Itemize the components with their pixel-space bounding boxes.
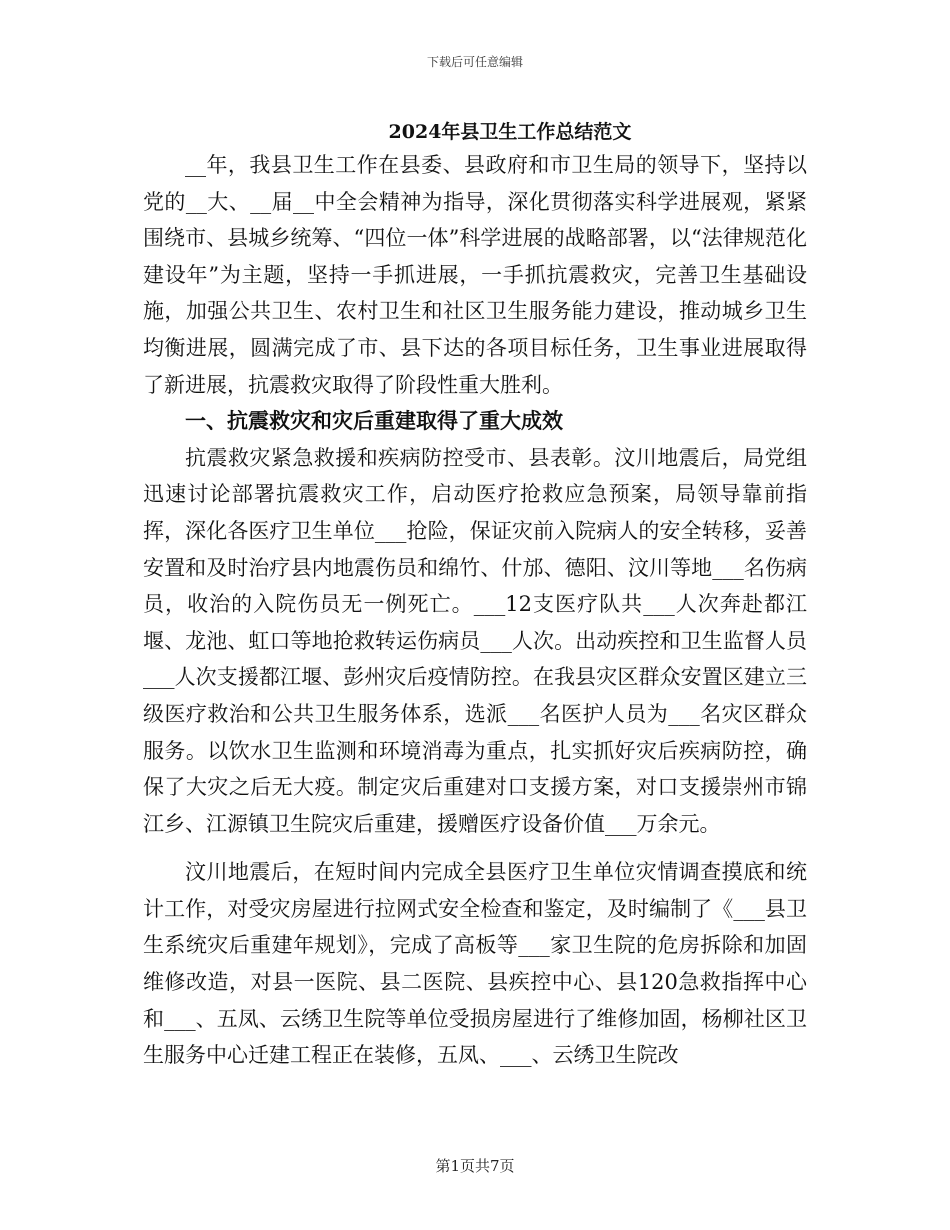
page-number: 第1页共7页	[435, 1157, 515, 1175]
page-header-note: 下载后可任意编辑	[426, 55, 523, 69]
document-title: 2024年县卫生工作总结范文	[388, 121, 632, 143]
section-heading: 一、抗震救灾和灾后重建取得了重大成效	[185, 408, 563, 434]
body-paragraph: 汶川地震后，在短时间内完成全县医疗卫生单位灾情调查摸底和统计工作，对受灾房屋进行拉网式安全检查和鉴定，及时编制了《___县卫生系统灾后重建年规划》，完成了高板等___家卫生院的危房拆除和加固维修改造，对县一医院、县二医院、县疾控中心、县120急救指挥中心和___、五凤、云绣卫生院等单位受损房屋进行了维修加固，杨柳社区卫生服务中心迁建工程正在装修，五凤、___、云绣卫生院改	[143, 860, 807, 1068]
intro-paragraph: __年，我县卫生工作在县委、县政府和市卫生局的领导下，坚持以党的__大、__届__中全会精神为指导，深化贯彻落实科学进展观，紧紧围绕市、县城乡统筹、“四位一体”科学进展的战略部署，以“法律规范化建设年”为主题，坚持一手抓进展，一手抓抗震救灾，完善卫生基础设施，加强公共卫生、农村卫生和社区卫生服务能力建设，推动城乡卫生均衡进展，圆满完成了市、县下达的各项目标任务，卫生事业进展取得了新进展，抗震救灾取得了阶段性重大胜利。	[143, 153, 807, 397]
document-body	[143, 147, 807, 1074]
body-paragraph: 抗震救灾紧急救援和疾病防控受市、县表彰。汶川地震后，局党组迅速讨论部署抗震救灾工作，启动医疗抢救应急预案，局领导靠前指挥，深化各医疗卫生单位___抢险，保证灾前入院病人的安全转移，妥善安置和及时治疗县内地震伤员和绵竹、什邡、德阳、汶川等地___名伤病员，收治的入院伤员无一例死亡。___12支医疗队共___人次奔赴都江堰、龙池、虹口等地抢救转运伤病员___人次。出动疾控和卫生监督人员___人次支援都江堰、彭州灾后疫情防控。在我县灾区群众安置区建立三级医疗救治和公共卫生服务体系，选派___名医护人员为___名灾区群众服务。以饮水卫生监测和环境消毒为重点，扎实抓好灾后疾病防控，确保了大灾之后无大疫。制定灾后重建对口支援方案，对口支援崇州市锦江乡、江源镇卫生院灾后重建，援赠医疗设备价值___万余元。	[143, 445, 807, 836]
